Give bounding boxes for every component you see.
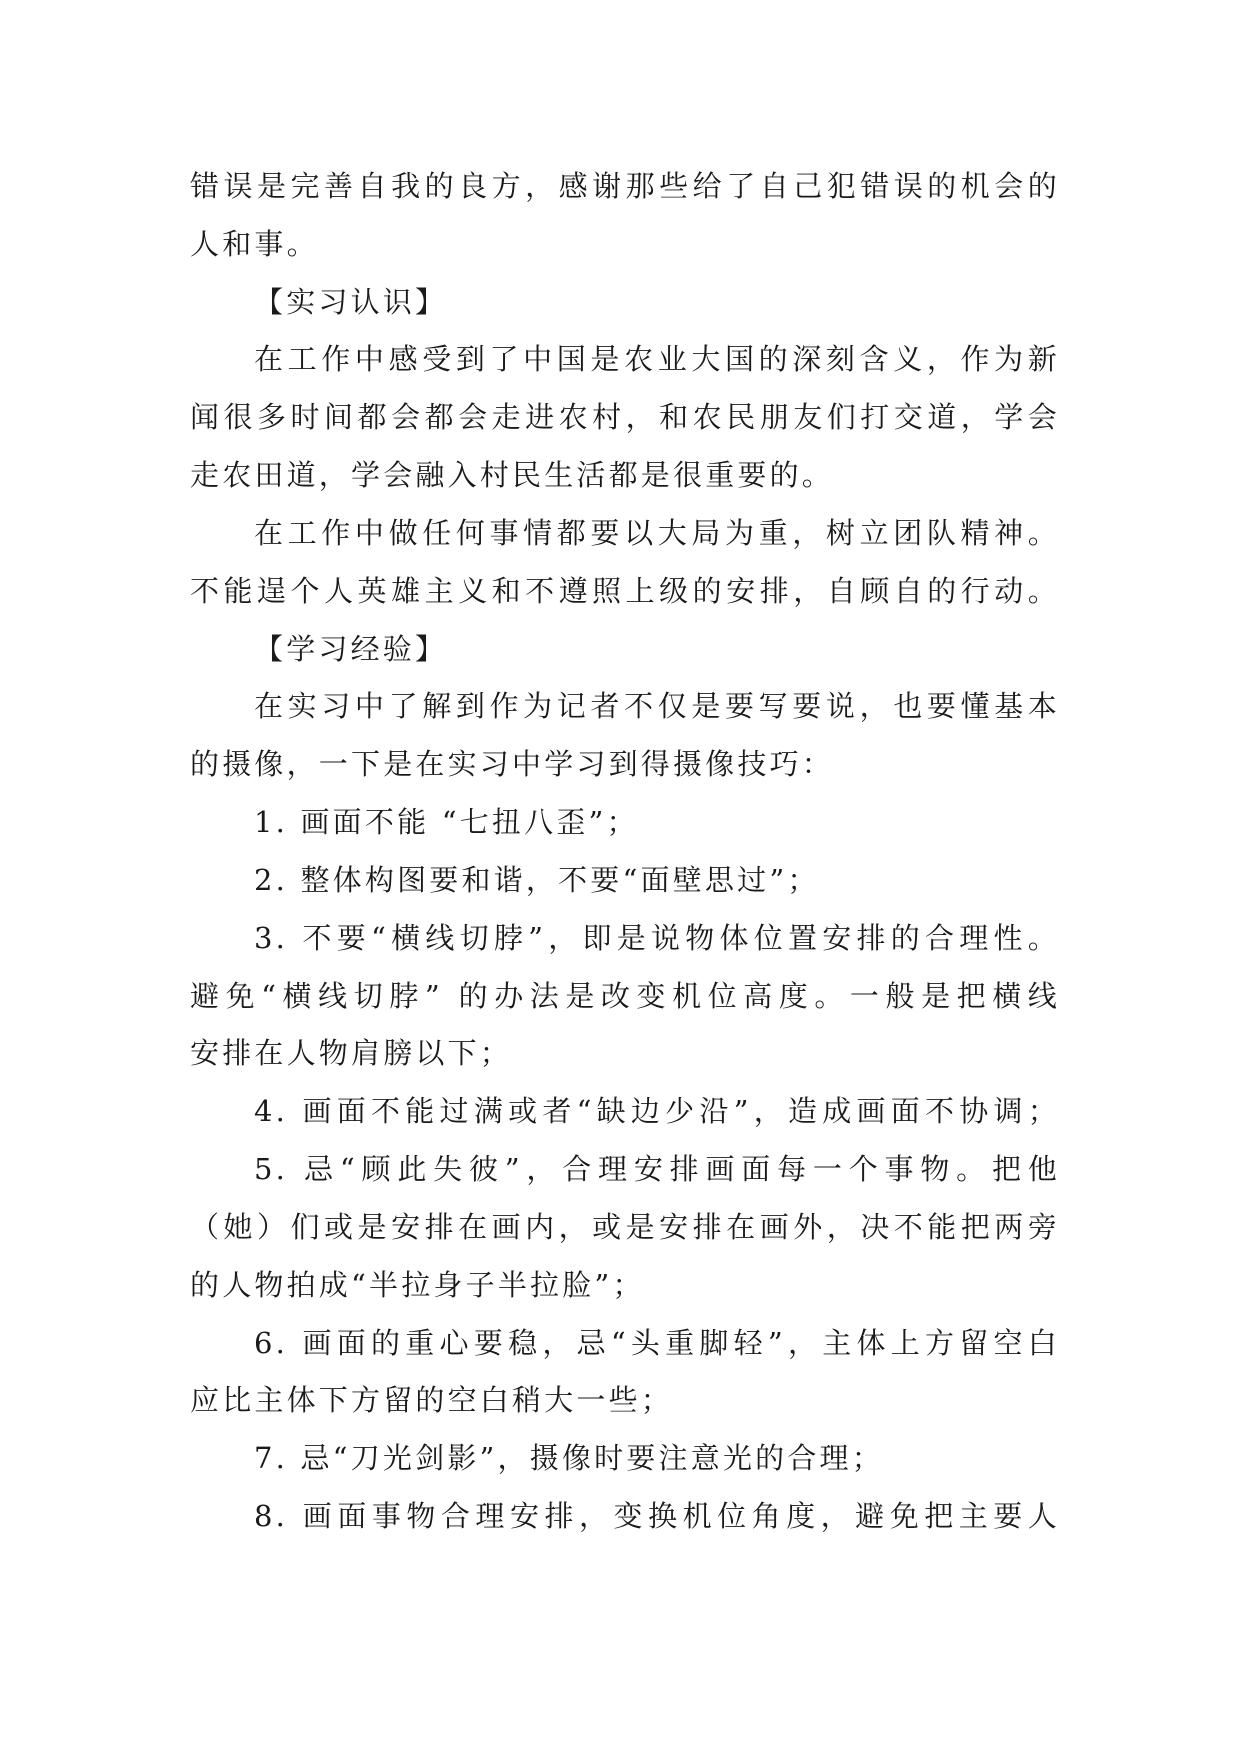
list-item: 5. 忌“顾此失彼”，合理安排画面每一个事物。把他	[254, 1152, 1060, 1186]
paragraph-line: 闻很多时间都会都会走进农村，和农民朋友们打交道，学会	[190, 400, 1060, 434]
list-item: 1. 画面不能 “七扭八歪”；	[254, 805, 639, 839]
list-item: 3. 不要“横线切脖”，即是说物体位置安排的合理性。	[254, 921, 1060, 955]
paragraph-line: 安排在人物肩膀以下；	[190, 1036, 513, 1070]
paragraph-line: 人和事。	[190, 227, 319, 261]
paragraph-line: 错误是完善自我的良方，感谢那些给了自己犯错误的机会的	[190, 169, 1060, 203]
section-heading: 【实习认识】	[254, 285, 448, 319]
paragraph-line: 走农田道，学会融入村民生活都是很重要的。	[190, 458, 835, 492]
paragraph-line: 在工作中做任何事情都要以大局为重，树立团队精神。	[254, 516, 1060, 550]
paragraph-line: 避免“横线切脖” 的办法是改变机位高度。一般是把横线	[190, 979, 1060, 1013]
paragraph-line: 不能逞个人英雄主义和不遵照上级的安排，自顾自的行动。	[190, 574, 1060, 608]
paragraph-line: 的摄像，一下是在实习中学习到得摄像技巧：	[190, 747, 835, 781]
list-item: 4. 画面不能过满或者“缺边少沿”，造成画面不协调；	[254, 1094, 1060, 1128]
paragraph-line: 应比主体下方留的空白稍大一些；	[190, 1383, 674, 1417]
list-item: 8. 画面事物合理安排，变换机位角度，避免把主要人	[254, 1499, 1060, 1533]
list-item: 2. 整体构图要和谐，不要“面壁思过”；	[254, 863, 820, 897]
section-heading: 【学习经验】	[254, 632, 448, 666]
paragraph-line: 在实习中了解到作为记者不仅是要写要说，也要懂基本	[254, 689, 1060, 723]
paragraph-line: 在工作中感受到了中国是农业大国的深刻含义，作为新	[254, 342, 1060, 376]
paragraph-line: 的人物拍成“半拉身子半拉脸”；	[190, 1268, 645, 1302]
paragraph-line: （她）们或是安排在画内，或是安排在画外，决不能把两旁	[190, 1210, 1060, 1244]
list-item: 6. 画面的重心要稳，忌“头重脚轻”，主体上方留空白	[254, 1326, 1060, 1360]
list-item: 7. 忌“刀光剑影”，摄像时要注意光的合理；	[254, 1441, 884, 1475]
